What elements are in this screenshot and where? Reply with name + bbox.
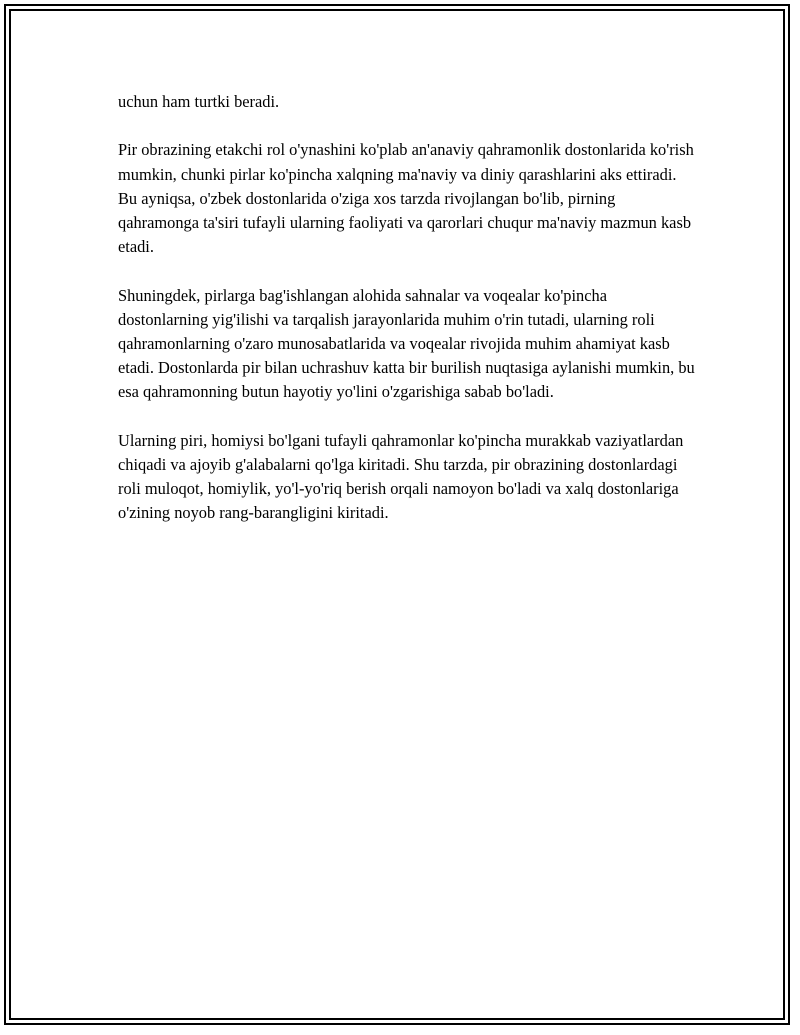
paragraph-2: Pir obrazining etakchi rol o'ynashini ko'plab an'anaviy qahramonlik dostonlarida ko'rish mumkin, chunki pirlar ko'pincha xalqning ma'naviy va diniy qarashlarini aks ettiradi. Bu ayniqsa, o'zbek dostonlarida o'ziga xos tarzda rivojlangan bo'lib, pirning qahramonga ta'siri tufayli ularning faoliyati va qarorlari chuqur ma'naviy mazmun kasb etadi. [118, 140, 694, 257]
paragraph-3: Shuningdek, pirlarga bag'ishlangan alohida sahnalar va voqealar ko'pincha dostonlarning yig'ilishi va tarqalish jarayonlarida muhim o'rin tutadi, ularning roli qahramonlarning o'zaro munosabatlarida va voqealar rivojida muhim ahamiyat kasb etadi. Dostonlarda pir bilan uchrashuv katta bir burilish nuqtasiga aylanishi mumkin, bu esa qahramonning butun hayotiy yo'lini o'zgarishiga sabab bo'ladi. [118, 285, 695, 402]
paragraph-1: uchun ham turtki beradi. [118, 92, 280, 111]
document-body [118, 90, 698, 550]
paragraph-4: Ularning piri, homiysi bo'lgani tufayli qahramonlar ko'pincha murakkab vaziyatlardan chiqadi va ajoyib g'alabalarni qo'lga kiritadi. Shu tarzda, pir obrazining dostonlardagi roli muloqot, homiylik, yo'l-yo'riq berish orqali namoyon bo'ladi va xalq dostonlariga o'zining noyob rang-barangligini kiritadi. [118, 430, 684, 523]
